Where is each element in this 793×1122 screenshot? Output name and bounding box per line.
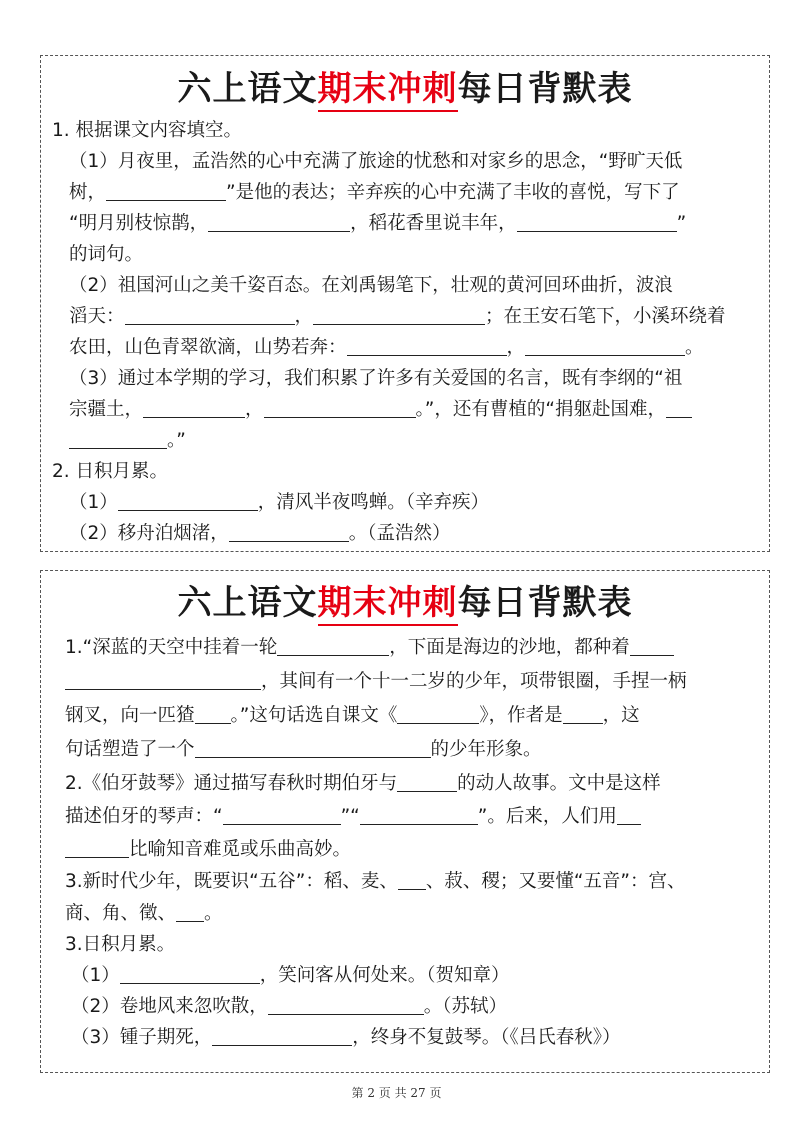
text-line: 比喻知音难觅或乐曲高妙。 bbox=[65, 835, 351, 865]
text-line: 滔天： ， ；在王安石笔下，小溪环绕着 bbox=[69, 302, 726, 332]
blank[interactable] bbox=[65, 835, 129, 858]
title-prefix: 六上语文 bbox=[177, 69, 318, 109]
card1-title bbox=[41, 69, 769, 109]
blank[interactable] bbox=[268, 992, 424, 1015]
title-highlight: 期末冲刺 bbox=[318, 69, 458, 112]
text-line: 商、角、徵、 。 bbox=[65, 899, 223, 929]
text-line: 描述伯牙的琴声：“ ”“ ”。后来，人们用 bbox=[65, 802, 641, 832]
text-line: 钢叉，向一匹猹 。”这句话选自课文《 》，作者是 ，这 bbox=[65, 701, 640, 731]
blank[interactable] bbox=[65, 667, 261, 690]
text-line: （2）移舟泊烟渚， 。（孟浩然） bbox=[69, 519, 451, 549]
title-highlight: 期末冲刺 bbox=[318, 583, 458, 626]
blank[interactable] bbox=[120, 961, 260, 984]
text-line: 。” bbox=[69, 426, 186, 456]
blank[interactable] bbox=[118, 488, 258, 511]
text-line: （1）月夜里，孟浩然的心中充满了旅途的忧愁和对家乡的思念，“野旷天低 bbox=[69, 151, 683, 172]
question-3-heading: 3.日积月累。 bbox=[65, 934, 176, 955]
text-line: 树， ”是他的表达；辛弃疾的心中充满了丰收的喜悦，写下了 bbox=[69, 178, 680, 208]
blank[interactable] bbox=[617, 802, 641, 825]
worksheet-card-2 bbox=[40, 570, 770, 1073]
blank[interactable] bbox=[397, 701, 479, 724]
blank[interactable] bbox=[208, 209, 350, 232]
blank[interactable] bbox=[517, 209, 677, 232]
question-2-heading: 2. 日积月累。 bbox=[52, 461, 169, 482]
text-line: 3.新时代少年，既要识“五谷”：稻、麦、 、菽、稷；又要懂“五音”：宫、 bbox=[65, 867, 686, 897]
title-suffix: 每日背默表 bbox=[457, 69, 633, 109]
text-line: 句话塑造了一个 的少年形象。 bbox=[65, 735, 542, 765]
text-line: ，其间有一个十一二岁的少年，项带银圈，手捏一柄 bbox=[65, 667, 687, 697]
blank[interactable] bbox=[666, 395, 692, 418]
blank[interactable] bbox=[397, 769, 457, 792]
title-prefix: 六上语文 bbox=[177, 583, 318, 623]
blank[interactable] bbox=[195, 735, 431, 758]
worksheet-card-1 bbox=[40, 55, 770, 552]
page-footer: 第 2 页 共 27 页 bbox=[351, 1086, 442, 1100]
blank[interactable] bbox=[125, 302, 295, 325]
blank[interactable] bbox=[195, 701, 231, 724]
blank[interactable] bbox=[69, 426, 167, 449]
text-line: （1） ，笑问客从何处来。（贺知章） bbox=[71, 961, 510, 991]
text-line: “明月别枝惊鹊， ，稻花香里说丰年， ” bbox=[69, 209, 686, 239]
blank[interactable] bbox=[143, 395, 245, 418]
text-line: （1） ，清风半夜鸣蝉。（辛弃疾） bbox=[69, 488, 489, 518]
text-line: （3）通过本学期的学习，我们积累了许多有关爱国的名言，既有李纲的“祖 bbox=[69, 368, 683, 389]
blank[interactable] bbox=[176, 899, 204, 922]
question-1-heading: 1. 根据课文内容填空。 bbox=[52, 120, 243, 141]
blank[interactable] bbox=[277, 633, 389, 656]
blank[interactable] bbox=[106, 178, 226, 201]
text-line: 的词句。 bbox=[69, 244, 144, 265]
text-line: 1.“深蓝的天空中挂着一轮 ，下面是海边的沙地，都种着 bbox=[65, 633, 674, 663]
text-line: （2）卷地风来忽吹散， 。（苏轼） bbox=[71, 992, 507, 1022]
blank[interactable] bbox=[398, 867, 426, 890]
blank[interactable] bbox=[525, 333, 685, 356]
text-line: 宗疆土， ， 。”，还有曹植的“捐躯赴国难， bbox=[69, 395, 692, 425]
blank[interactable] bbox=[313, 302, 485, 325]
blank[interactable] bbox=[360, 802, 478, 825]
blank[interactable] bbox=[347, 333, 507, 356]
blank[interactable] bbox=[264, 395, 416, 418]
blank[interactable] bbox=[563, 701, 603, 724]
text-line: 2.《伯牙鼓琴》通过描写春秋时期伯牙与 的动人故事。文中是这样 bbox=[65, 769, 661, 799]
text-line: （3）锺子期死， ，终身不复鼓琴。（《吕氏春秋》） bbox=[71, 1023, 621, 1053]
blank[interactable] bbox=[229, 519, 349, 542]
text-line: （2）祖国河山之美千姿百态。在刘禹锡笔下，壮观的黄河回环曲折，波浪 bbox=[69, 275, 673, 296]
text-line: 农田，山色青翠欲滴，山势若奔： ， 。 bbox=[69, 333, 704, 363]
blank[interactable] bbox=[223, 802, 341, 825]
card2-title bbox=[41, 583, 769, 623]
blank[interactable] bbox=[630, 633, 674, 656]
title-suffix: 每日背默表 bbox=[457, 583, 633, 623]
blank[interactable] bbox=[212, 1023, 352, 1046]
